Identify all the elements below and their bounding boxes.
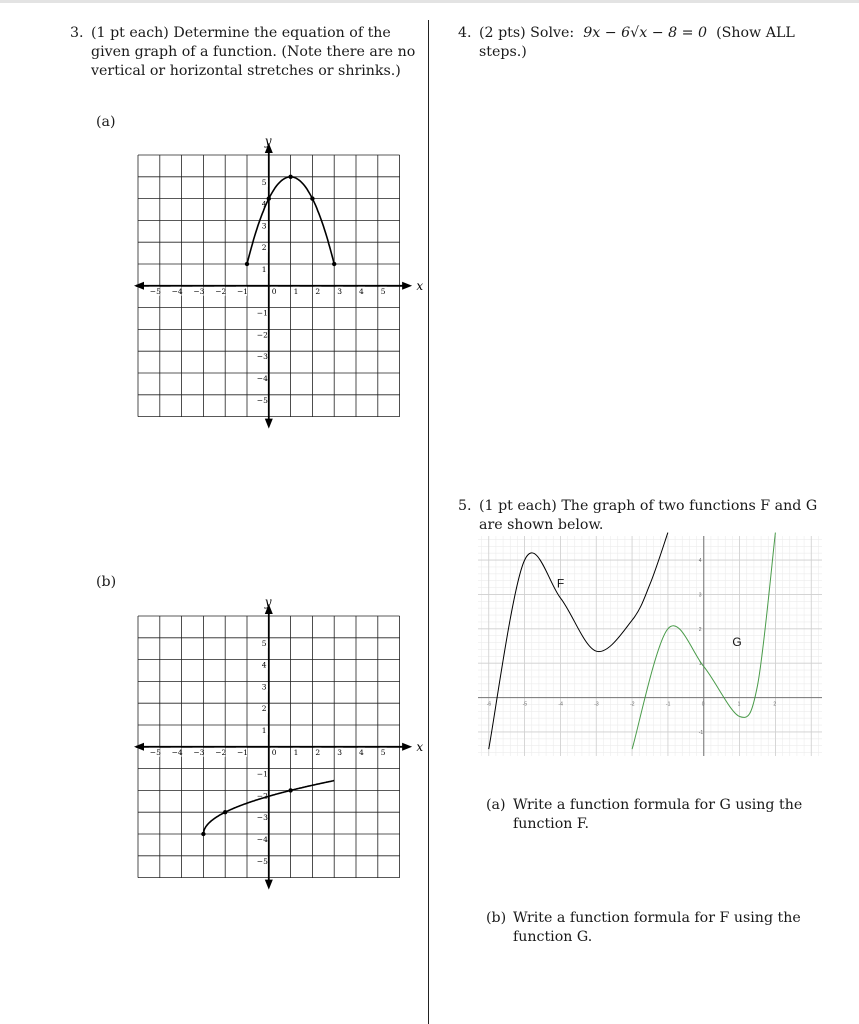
x-tick-label: 2 bbox=[315, 747, 321, 757]
x-tick-label: 3 bbox=[337, 747, 342, 757]
x-tick-label: −3 bbox=[193, 747, 205, 757]
y-tick-label: 5 bbox=[261, 177, 267, 187]
curve-point bbox=[223, 810, 227, 814]
x-tick-label: 5 bbox=[380, 747, 386, 757]
x-tick-label: −1 bbox=[237, 286, 249, 296]
question-4-equation: 9x − 6√x − 8 = 0 bbox=[583, 25, 708, 41]
question-5-number: 5. bbox=[458, 498, 472, 514]
y-tick-label: 1 bbox=[261, 265, 267, 274]
curve-point bbox=[310, 196, 314, 200]
y-tick-label: -1 bbox=[698, 729, 704, 736]
x-tick-label: −2 bbox=[215, 747, 227, 757]
x-tick-label: −3 bbox=[193, 286, 205, 296]
x-tick-label: 1 bbox=[293, 747, 299, 757]
x-tick-label: 4 bbox=[359, 286, 364, 296]
x-tick-label: -3 bbox=[594, 701, 599, 708]
graph-3a bbox=[130, 134, 424, 425]
x-tick-label: 4 bbox=[359, 747, 364, 757]
y-tick-label: −3 bbox=[256, 813, 268, 823]
y-tick-label: −4 bbox=[256, 374, 268, 383]
y-tick-label: −1 bbox=[256, 769, 268, 779]
question-4-number: 4. bbox=[458, 25, 472, 41]
x-axis-label: x bbox=[416, 278, 424, 293]
y-tick-label: 4 bbox=[261, 660, 267, 670]
y-axis-label: y bbox=[264, 134, 272, 148]
graph-5 bbox=[478, 536, 822, 756]
curve-point bbox=[201, 832, 205, 836]
y-tick-label: 3 bbox=[261, 221, 267, 231]
y-tick-label: 1 bbox=[698, 661, 702, 668]
x-axis-arrow-right bbox=[402, 743, 412, 751]
y-tick-label: 4 bbox=[698, 558, 702, 565]
curve-point bbox=[332, 262, 336, 266]
y-tick-label: −1 bbox=[256, 308, 268, 318]
question-5b bbox=[486, 909, 813, 947]
x-axis-label: x bbox=[416, 739, 424, 754]
question-5a-label: (a) bbox=[486, 797, 506, 813]
graph-3b bbox=[130, 595, 424, 886]
question-4-suffix: (Show ALL steps.) bbox=[479, 25, 795, 60]
y-tick-label: −4 bbox=[256, 835, 268, 844]
x-tick-label: 0 bbox=[701, 701, 705, 708]
x-axis-arrow-left bbox=[134, 282, 144, 290]
y-tick-label: 2 bbox=[261, 704, 267, 714]
x-tick-label: −5 bbox=[149, 286, 161, 296]
curve-point bbox=[288, 788, 292, 792]
question-5b-text: Write a function formula for F using the function G. bbox=[513, 910, 801, 945]
curve-point bbox=[245, 262, 249, 266]
x-axis-arrow-left bbox=[134, 743, 144, 751]
y-tick-label: 2 bbox=[261, 243, 267, 253]
top-border bbox=[0, 0, 859, 3]
x-tick-label: −5 bbox=[149, 747, 161, 757]
x-tick-label: −4 bbox=[171, 747, 183, 757]
x-tick-label: -2 bbox=[630, 701, 635, 708]
x-tick-label: −4 bbox=[171, 286, 183, 296]
y-tick-label: 1 bbox=[261, 726, 267, 735]
label-G: G bbox=[732, 635, 742, 649]
x-tick-label: 1 bbox=[737, 701, 741, 708]
question-5a-text: Write a function formula for G using the function F. bbox=[513, 797, 803, 832]
y-axis-label: y bbox=[264, 595, 272, 609]
y-tick-label: −2 bbox=[256, 791, 268, 801]
curve-point bbox=[288, 175, 292, 179]
y-tick-label: 3 bbox=[261, 682, 267, 692]
x-tick-label: 1 bbox=[293, 286, 299, 296]
y-tick-label: 3 bbox=[698, 592, 702, 599]
question-3-text: (1 pt each) Determine the equation of the given graph of a function. (Note there are no vertical or horizontal stretches or shrinks.) bbox=[91, 25, 416, 79]
question-5-text: (1 pt each) The graph of two functions F and G are shown below. bbox=[479, 498, 818, 533]
x-tick-label: 2 bbox=[315, 286, 321, 296]
question-3a-label: (a) bbox=[96, 114, 116, 130]
column-divider bbox=[428, 20, 429, 1024]
question-5b-label: (b) bbox=[486, 910, 507, 926]
curve-F bbox=[486, 533, 668, 750]
y-tick-label: −5 bbox=[256, 395, 268, 405]
x-axis-arrow-right bbox=[402, 282, 412, 290]
y-tick-label: −5 bbox=[256, 856, 268, 866]
y-axis-arrow-down bbox=[265, 880, 273, 890]
question-4-prefix: (2 pts) Solve: bbox=[479, 25, 575, 41]
question-3b-label: (b) bbox=[96, 574, 117, 590]
question-4 bbox=[458, 24, 819, 62]
y-tick-label: 5 bbox=[261, 638, 267, 648]
question-3 bbox=[70, 24, 419, 81]
x-tick-label: 5 bbox=[380, 286, 386, 296]
x-tick-label: -6 bbox=[486, 701, 492, 708]
y-axis-arrow-down bbox=[265, 419, 273, 429]
label-F: F bbox=[556, 576, 565, 591]
x-tick-label: −1 bbox=[237, 747, 249, 757]
x-tick-label: -1 bbox=[665, 701, 671, 708]
x-tick-label: -4 bbox=[558, 701, 563, 708]
y-tick-label: −3 bbox=[256, 352, 268, 362]
x-tick-label: 2 bbox=[773, 701, 777, 708]
x-tick-label: -5 bbox=[522, 701, 528, 708]
question-5a bbox=[486, 796, 813, 834]
question-5 bbox=[458, 497, 819, 535]
y-tick-label: 4 bbox=[261, 199, 267, 209]
question-3-number: 3. bbox=[70, 25, 84, 41]
x-tick-label: 0 bbox=[271, 286, 277, 296]
x-tick-label: 0 bbox=[271, 747, 277, 757]
curve-point bbox=[267, 196, 271, 200]
y-tick-label: −2 bbox=[256, 330, 268, 340]
x-tick-label: −2 bbox=[215, 286, 227, 296]
y-tick-label: 2 bbox=[698, 626, 702, 633]
x-tick-label: 3 bbox=[337, 286, 342, 296]
